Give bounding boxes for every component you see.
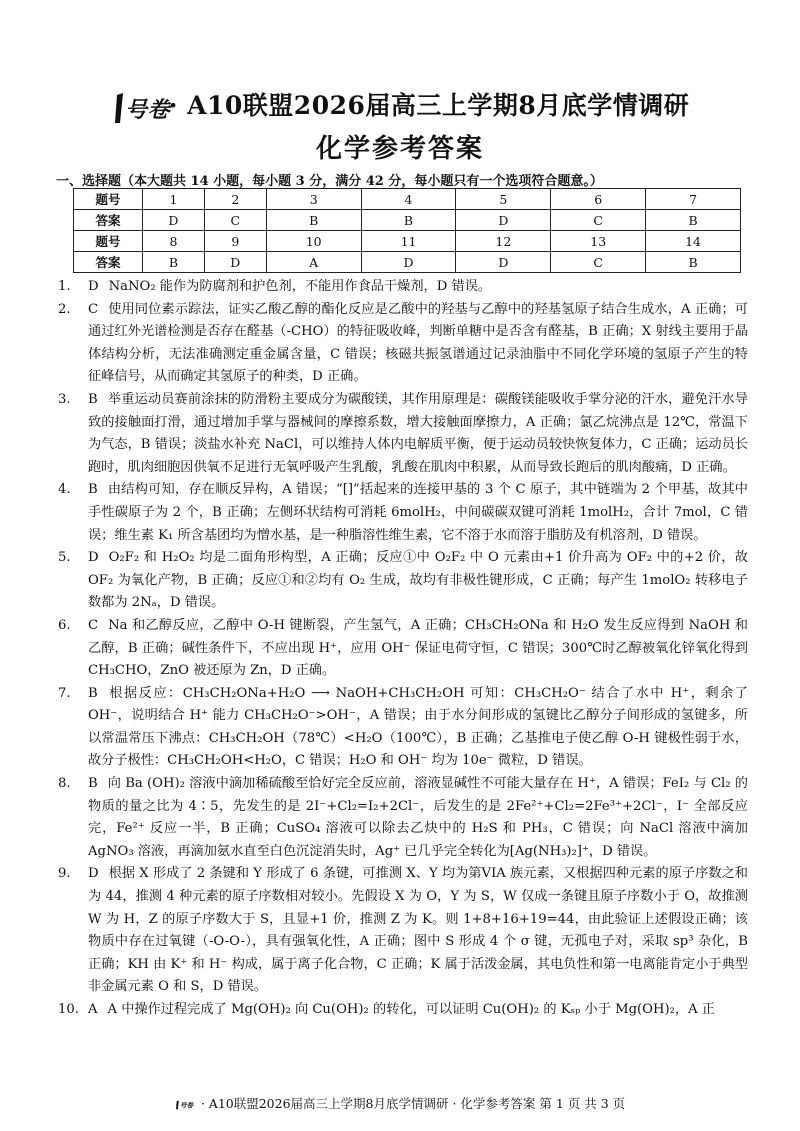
- question-number: 8.: [58, 776, 71, 792]
- answer-table-cell: B: [646, 210, 741, 231]
- answer-table-row-label: 题号: [74, 189, 143, 210]
- answer-table-row: [74, 210, 741, 231]
- answer-table-cell: 10: [266, 231, 361, 252]
- footer-text: · A10联盟2026届高三上学期8月底学情调研 · 化学参考答案 第 1 页 共 3 页: [200, 1096, 626, 1111]
- answer-table-cell: 6: [551, 189, 646, 210]
- explanation-text: 向 Ba (OH)₂ 溶液中滴加稀硫酸至恰好完全反应前，溶液显碱性不可能大量存在 H⁺，A 错误；FeI₂ 与 Cl₂ 的物质的量之比为 4∶5，先发生的是 2I⁻+Cl₂=I₂+2Cl⁻，后发生的是 2Fe²⁺+Cl₂=2Fe³⁺+2Cl⁻，I⁻ 全部反应完，Fe²⁺ 反应一半，B 正确；CuSO₄ 溶液可以除去乙炔中的 H₂S 和 PH₃，C 错误；向 NaCl 溶液中滴加 AgNO₃ 溶液，再滴加氨水直至白色沉淀消失时，Ag⁺ 已几乎完全转化为[Ag(NH₃)₂]⁺，D 错误。: [88, 776, 748, 859]
- answer-table-row-label: 答案: [74, 210, 143, 231]
- question-number: 7.: [58, 685, 71, 701]
- page-footer: [0, 1094, 800, 1114]
- answer-table-row-label: 答案: [74, 252, 143, 273]
- answer-table-cell: C: [204, 210, 266, 231]
- section-heading: 一、选择题（本大题共 14 小题，每小题 3 分，满分 42 分，每小题只有一个选项符合题意。）: [56, 174, 603, 189]
- question-answer: D: [88, 550, 99, 566]
- explanation-text: Na 和乙醇反应，乙醇中 O-H 键断裂，产生氢气，A 正确；CH₃CH₂ONa 和 H₂O 发生反应得到 NaOH 和乙醇，B 正确；碱性条件下，不应出现 H⁺，应用 OH⁻ 保证电荷守恒，C 错误；300℃时乙醇被氧化锌氧化得到 CH₃CHO，ZnO 被还原为 Zn，D 正确。: [88, 617, 748, 679]
- answer-table-cell: D: [143, 210, 205, 231]
- answer-table-row-label: 题号: [74, 231, 143, 252]
- question-answer: C: [88, 301, 99, 317]
- answer-table-cell: 7: [646, 189, 741, 210]
- answer-table-cell: 14: [646, 231, 741, 252]
- answer-table-cell: 11: [361, 231, 456, 252]
- question-number: 4.: [58, 482, 71, 498]
- question-number: 10.: [58, 1002, 79, 1017]
- question-answer: B: [88, 776, 98, 792]
- answer-table-cell: 5: [456, 189, 551, 210]
- question-answer: D: [88, 279, 99, 294]
- explanation-item: [58, 389, 748, 479]
- answer-table-cell: D: [204, 252, 266, 273]
- title-text: · A10联盟2026届高三上学期8月底学情调研: [168, 91, 690, 120]
- explanation-text: 根据反应：CH₃CH₂ONa+H₂O ⟶ NaOH+CH₃CH₂OH 可知：CH₃CH₂O⁻ 结合了水中 H⁺，剩余了 OH⁻，说明结合 H⁺ 能力 CH₃CH₂O⁻>OH⁻，A 错误；由于水分间形成的氢键比乙醇分子间形成的氢键多，所以常温常压下沸点：CH₃CH₂OH（78℃）<H₂O（100℃），B 正确；乙基推电子使乙醇 O-H 键极性弱于水，故分子极性：CH₃CH₂OH<H₂O，C 错误；H₂O 和 OH⁻ 均为 10e⁻ 微粒，D 错误。: [88, 685, 748, 769]
- answer-table-cell: B: [266, 210, 361, 231]
- page-subtitle: 化学参考答案: [315, 134, 484, 164]
- question-number: 1.: [58, 279, 71, 294]
- question-number: 3.: [58, 391, 71, 407]
- answer-table-cell: 4: [361, 189, 456, 210]
- brand-logo: [111, 91, 170, 125]
- footer-logo: [175, 1096, 197, 1114]
- answer-table: [73, 188, 741, 273]
- explanation-item: [58, 773, 748, 863]
- explanation-text: NaNO₂ 能作为防腐剂和护色剂，不能用作食品干燥剂，D 错误。: [108, 279, 492, 294]
- explanation-text: 根据 X 形成了 2 条键和 Y 形成了 6 条键，可推测 X、Y 均为第VIA 族元素，又根据四种元素的原子序数之和为 44，推测 4 种元素的原子序数相对较小。先假设 X 为 O，Y 为 S，W 仅成一条键且原子序数小于 O，故推测 W 为 H，Z 的原子序数大于 S，且显+1 价，推测 Z 为 K。则 1+8+16+19=44，由此验证上述假设正确；该物质中存在过氧键（-O-O-），具有强氧化性，A 正确；图中 S 形成 4 个 σ 键，无孤电子对，采取 sp³ 杂化，B 正确；KH 由 K⁺ 和 H⁻ 构成，属于离子化合物，C 正确；K 属于活泼金属，其电负性和第一电离能肯定小于典型非金属元素 O 和 S，D 错误。: [88, 866, 748, 995]
- footer-logo-text: 号卷: [179, 1101, 193, 1110]
- question-answer: A: [88, 1002, 98, 1017]
- answer-table-row: [74, 231, 741, 252]
- question-number: 9.: [58, 866, 71, 882]
- answer-table-row: [74, 189, 741, 210]
- question-number: 6.: [58, 617, 71, 633]
- answer-table-cell: C: [551, 252, 646, 273]
- explanation-item: [58, 547, 748, 615]
- answer-table-cell: 2: [204, 189, 266, 210]
- answer-table-cell: B: [646, 252, 741, 273]
- explanations-list: [58, 276, 748, 1022]
- answer-table-cell: D: [361, 252, 456, 273]
- answer-table-cell: B: [143, 252, 205, 273]
- answer-table-cell: A: [266, 252, 361, 273]
- answer-table-cell: B: [361, 210, 456, 231]
- page-title: [0, 86, 800, 125]
- explanation-text: O₂F₂ 和 H₂O₂ 均是二面角形构型，A 正确；反应①中 O₂F₂ 中 O 元素由+1 价升高为 OF₂ 中的+2 价，故 OF₂ 为氧化产物，B 正确；反应①和②均有 O₂ 生成，故均有非极性键形成，C 正确；每产生 1molO₂ 转移电子数都为 2Nₐ，D 错误。: [88, 550, 748, 611]
- explanation-item: [58, 863, 748, 999]
- explanation-item: [58, 276, 748, 299]
- answer-table-cell: 1: [143, 189, 205, 210]
- explanation-item: [58, 683, 748, 773]
- answer-table-cell: C: [551, 210, 646, 231]
- explanation-text: 举重运动员赛前涂抹的防滑粉主要成分为碳酸镁，其作用原理是：碳酸镁能吸收手掌分泌的汗水，避免汗水导致的接触面打滑，通过增加手掌与器械间的摩擦系数，增大接触面摩擦力，A 正确；氯乙烷沸点是 12℃，常温下为气态，B 错误；淡盐水补充 NaCl，可以维持人体内电解质平衡，便于运动员较快恢复体力，C 正确；运动员长跑时，肌肉细胞因供氧不足进行无氧呼吸产生乳酸，乳酸在肌肉中积累，从而导致长跑后的肌肉酸痛，D 正确。: [88, 391, 748, 475]
- question-number: 5.: [58, 550, 71, 566]
- explanation-text: 使用同位素示踪法，证实乙酸乙醇的酯化反应是乙酸中的羟基与乙醇中的羟基氢原子结合生成水，A 正确；可通过红外光谱检测是否存在醛基（-CHO）的特征吸收峰，判断单糖中是否含有醛基，B 正确；X 射线主要用于晶体结构分析，无法准确测定重金属含量，C 错误；核磁共振氢谱通过记录油脂中不同化学环境的氢原子产生的特征峰信号，从而确定其氢原子的种类，D 正确。: [88, 301, 748, 385]
- answer-table-cell: 12: [456, 231, 551, 252]
- answer-table-cell: 8: [143, 231, 205, 252]
- answer-table-row: [74, 252, 741, 273]
- question-number: 2.: [58, 301, 71, 317]
- question-answer: D: [88, 866, 99, 882]
- answer-table-cell: 13: [551, 231, 646, 252]
- brand-logo-text: 号卷: [124, 96, 170, 123]
- question-answer: B: [88, 685, 98, 701]
- explanation-item: [58, 615, 748, 683]
- explanation-text: A 中操作过程完成了 Mg(OH)₂ 向 Cu(OH)₂ 的转化，可以证明 Cu(OH)₂ 的 Kₛₚ 小于 Mg(OH)₂，A 正: [107, 1002, 715, 1017]
- answer-table-cell: 3: [266, 189, 361, 210]
- explanation-item: [58, 299, 748, 389]
- answer-table-cell: 9: [204, 231, 266, 252]
- explanation-item: [58, 999, 748, 1022]
- answer-table-cell: D: [456, 252, 551, 273]
- explanation-text: 由结构可知，存在顺反异构，A 错误；“[]”括起来的连接甲基的 3 个 C 原子，其中链端为 2 个甲基，故其中手性碳原子为 2 个，B 正确；左侧环状结构可消耗 6molH₂，中间碳碳双键可消耗 1molH₂，合计 7mol，C 错误；维生素 K₁ 所含基团均为憎水基，是一种脂溶性维生素，它不溶于水而溶于脂肪及有机溶剂，D 错误。: [88, 482, 748, 543]
- question-answer: B: [88, 391, 98, 407]
- answer-table-cell: D: [456, 210, 551, 231]
- question-answer: B: [88, 482, 98, 498]
- question-answer: C: [88, 617, 99, 633]
- explanation-item: [58, 479, 748, 547]
